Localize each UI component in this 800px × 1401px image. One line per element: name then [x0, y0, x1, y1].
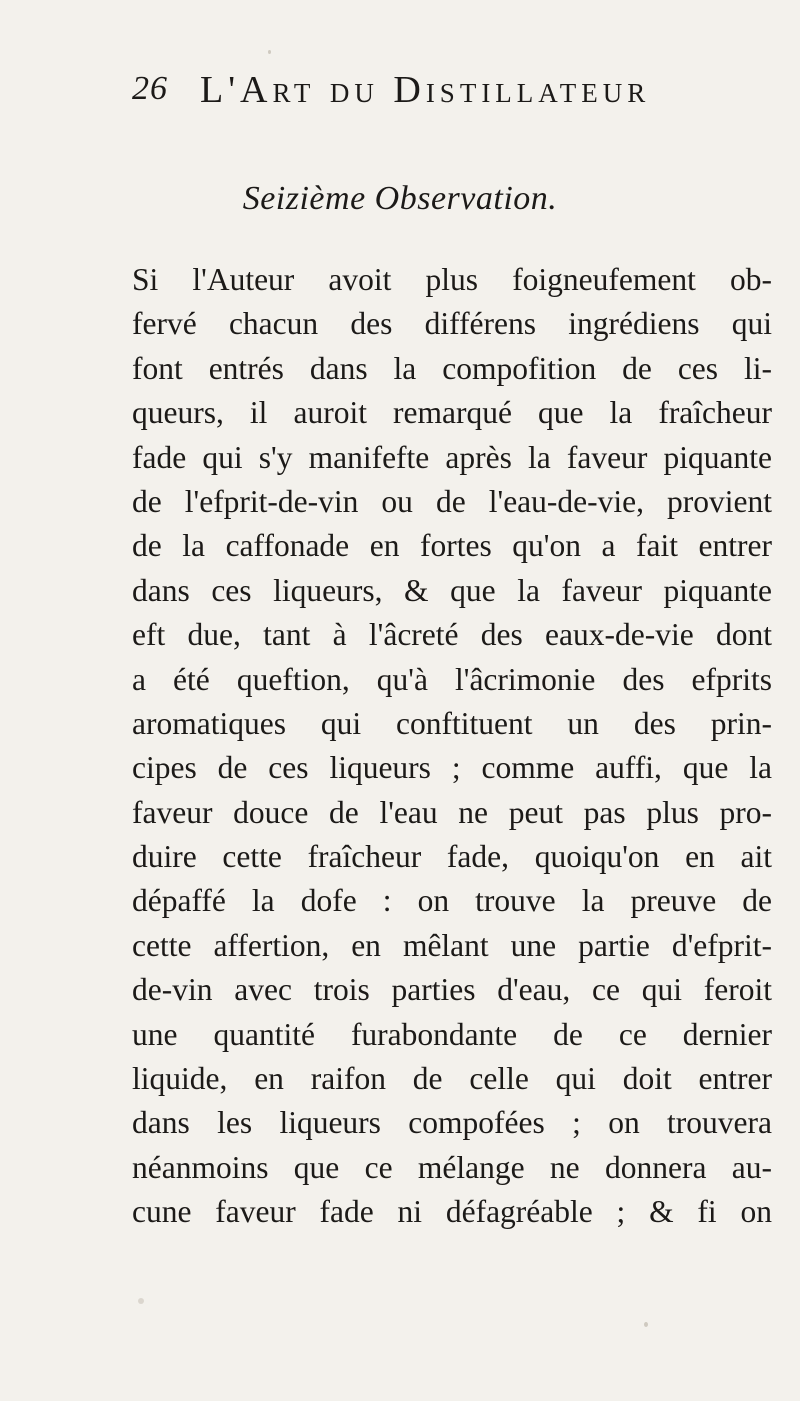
paper-speck [268, 50, 271, 54]
section-title: Seizième Observation. [242, 180, 558, 217]
running-title: L'Art du Distillateur [200, 69, 651, 111]
text-line: fervé chacun des différens ingrédiens qui [132, 306, 772, 342]
text-line: eft due, tant à l'âcreté des eaux-de-vie dont [132, 617, 772, 653]
text-line: de la caffonade en fortes qu'on a fait entrer [132, 528, 772, 564]
text-line-last: cune faveur fade ni défagréable ; & fi on [132, 1194, 772, 1230]
text-line: dans ces liqueurs, & que la faveur piquante [132, 572, 772, 608]
text-line: néanmoins que ce mélange ne donnera au- [132, 1149, 772, 1185]
text-line: dans les liqueurs compofées ; on trouvera [132, 1105, 772, 1141]
paper-speck [644, 1322, 648, 1327]
text-line: de l'efprit-de-vin ou de l'eau-de-vie, provient [132, 483, 772, 519]
text-line: cipes de ces liqueurs ; comme auffi, que la [132, 750, 772, 786]
text-line: a été queftion, qu'à l'âcrimonie des efprits [132, 661, 772, 697]
text-line: faveur douce de l'eau ne peut pas plus pro- [132, 794, 772, 830]
text-line: fade qui s'y manifefte après la faveur piquante [132, 439, 772, 475]
text-line: de-vin avec trois parties d'eau, ce qui feroit [132, 972, 772, 1008]
text-line: duire cette fraîcheur fade, quoiqu'on en ait [132, 839, 772, 875]
text-line: Si l'Auteur avoit plus foigneufement ob- [132, 262, 772, 297]
running-head [132, 68, 712, 118]
text-line: font entrés dans la compofition de ces li- [132, 350, 772, 386]
text-line: aromatiques qui conftituent un des prin- [132, 705, 772, 741]
body-text [132, 258, 772, 1235]
text-line: queurs, il auroit remarqué que la fraîcheur [132, 395, 772, 431]
page-number: 26 [132, 70, 168, 107]
text-line: une quantité furabondante de ce dernier [132, 1016, 772, 1052]
text-line: cette affertion, en mêlant une partie d'efprit- [132, 927, 772, 963]
text-line: dépaffé la dofe : on trouve la preuve de [132, 883, 772, 919]
text-line: liquide, en raifon de celle qui doit entrer [132, 1061, 772, 1097]
paper-speck [138, 1298, 144, 1304]
